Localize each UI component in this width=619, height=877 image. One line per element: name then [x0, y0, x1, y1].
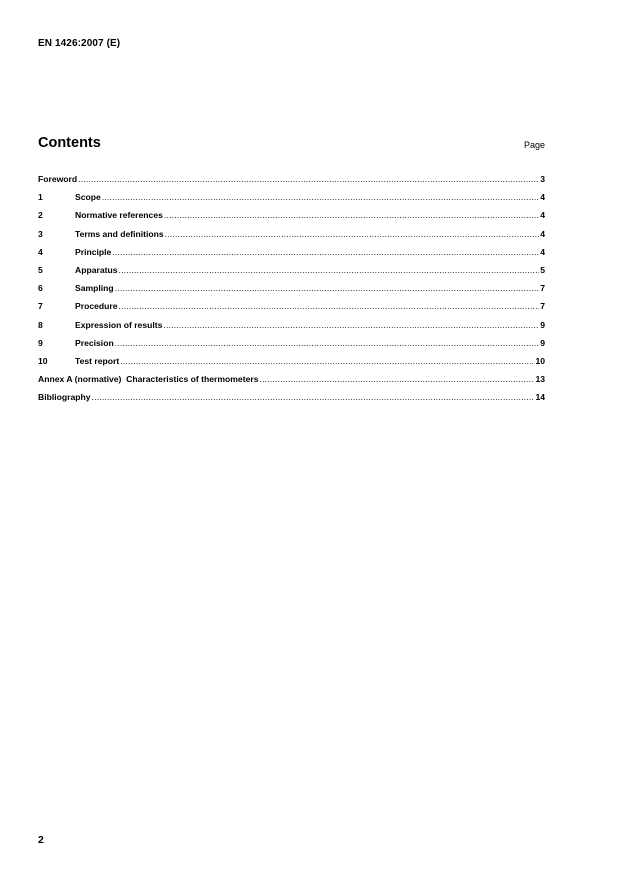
- toc-entry-number: 2: [38, 210, 43, 221]
- document-id-header: EN 1426:2007 (E): [38, 38, 121, 49]
- toc-dot-leader: [115, 338, 540, 348]
- toc-entry-sampling[interactable]: [38, 283, 545, 301]
- toc-entry-page: 4: [540, 210, 545, 221]
- toc-entry-page: 9: [540, 337, 545, 348]
- toc-entry-title: Normative references: [75, 210, 163, 221]
- toc-entry-title: Principle: [75, 246, 112, 257]
- toc-entry-number: 1: [38, 192, 43, 203]
- toc-entry-page: 7: [540, 283, 545, 294]
- toc-entry-scope[interactable]: [38, 192, 545, 210]
- toc-entry-page: 7: [540, 301, 545, 312]
- toc-dot-leader: [112, 247, 539, 257]
- toc-entry-normative-references[interactable]: [38, 210, 545, 228]
- toc-dot-leader: [120, 356, 534, 366]
- toc-entry-title: Bibliography: [38, 392, 91, 403]
- toc-entry-number: 7: [38, 301, 43, 312]
- toc-dot-leader: [165, 229, 540, 239]
- toc-dot-leader: [259, 374, 534, 384]
- toc-entry-title: Scope: [75, 192, 101, 203]
- toc-entry-title: Expression of results: [75, 319, 163, 330]
- toc-entry-expression-of-results[interactable]: [38, 320, 545, 338]
- toc-entry-page: 14: [535, 392, 545, 403]
- toc-entry-page: 4: [540, 228, 545, 239]
- toc-entry-page: 10: [535, 355, 545, 366]
- toc-entry-page: 3: [540, 174, 545, 184]
- toc-entry-page: 13: [535, 374, 545, 385]
- toc-entry-title: Apparatus: [75, 264, 118, 275]
- toc-entry-title: Procedure: [75, 301, 118, 312]
- toc-entry-number: 8: [38, 319, 43, 330]
- toc-entry-page: 4: [540, 192, 545, 203]
- toc-dot-leader: [92, 392, 535, 402]
- toc-dot-leader: [102, 192, 539, 202]
- toc-entry-page: 9: [540, 319, 545, 330]
- toc-entry-test-report[interactable]: [38, 356, 545, 374]
- toc-dot-leader: [115, 283, 540, 293]
- toc-entry-title: Terms and definitions: [75, 228, 164, 239]
- toc-entry-number: 6: [38, 283, 43, 294]
- toc-entry-title: Annex A (normative) Characteristics of thermometers: [38, 374, 259, 385]
- toc-entry-bibliography[interactable]: [38, 392, 545, 410]
- toc-entry-title: Precision: [75, 337, 114, 348]
- toc-entry-page: 4: [540, 246, 545, 257]
- toc-dot-leader: [119, 301, 540, 311]
- toc-entry-annex-a[interactable]: [38, 374, 545, 392]
- toc-dot-leader: [163, 320, 539, 330]
- toc-entry-terms-and-definitions[interactable]: [38, 229, 545, 247]
- toc-entry-number: 3: [38, 228, 43, 239]
- toc-dot-leader: [164, 210, 539, 220]
- toc-entry-number: 5: [38, 264, 43, 275]
- toc-entry-precision[interactable]: [38, 338, 545, 356]
- toc-entry-number: 9: [38, 337, 43, 348]
- table-of-contents: [38, 174, 545, 410]
- toc-entry-principle[interactable]: [38, 247, 545, 265]
- page-column-label: Page: [523, 140, 545, 150]
- page-number: 2: [38, 834, 44, 846]
- toc-entry-apparatus[interactable]: [38, 265, 545, 283]
- toc-entry-number: 4: [38, 246, 43, 257]
- toc-entry-number: 10: [38, 355, 48, 366]
- toc-entry-title: Test report: [75, 355, 120, 366]
- toc-entry-procedure[interactable]: [38, 301, 545, 319]
- contents-heading: Contents: [38, 135, 101, 151]
- toc-entry-title: Sampling: [75, 283, 114, 294]
- toc-entry-page: 5: [540, 264, 545, 275]
- toc-entry-title: Foreword: [38, 174, 78, 184]
- toc-entry-foreword[interactable]: [38, 174, 545, 192]
- toc-dot-leader: [78, 174, 539, 184]
- toc-dot-leader: [119, 265, 540, 275]
